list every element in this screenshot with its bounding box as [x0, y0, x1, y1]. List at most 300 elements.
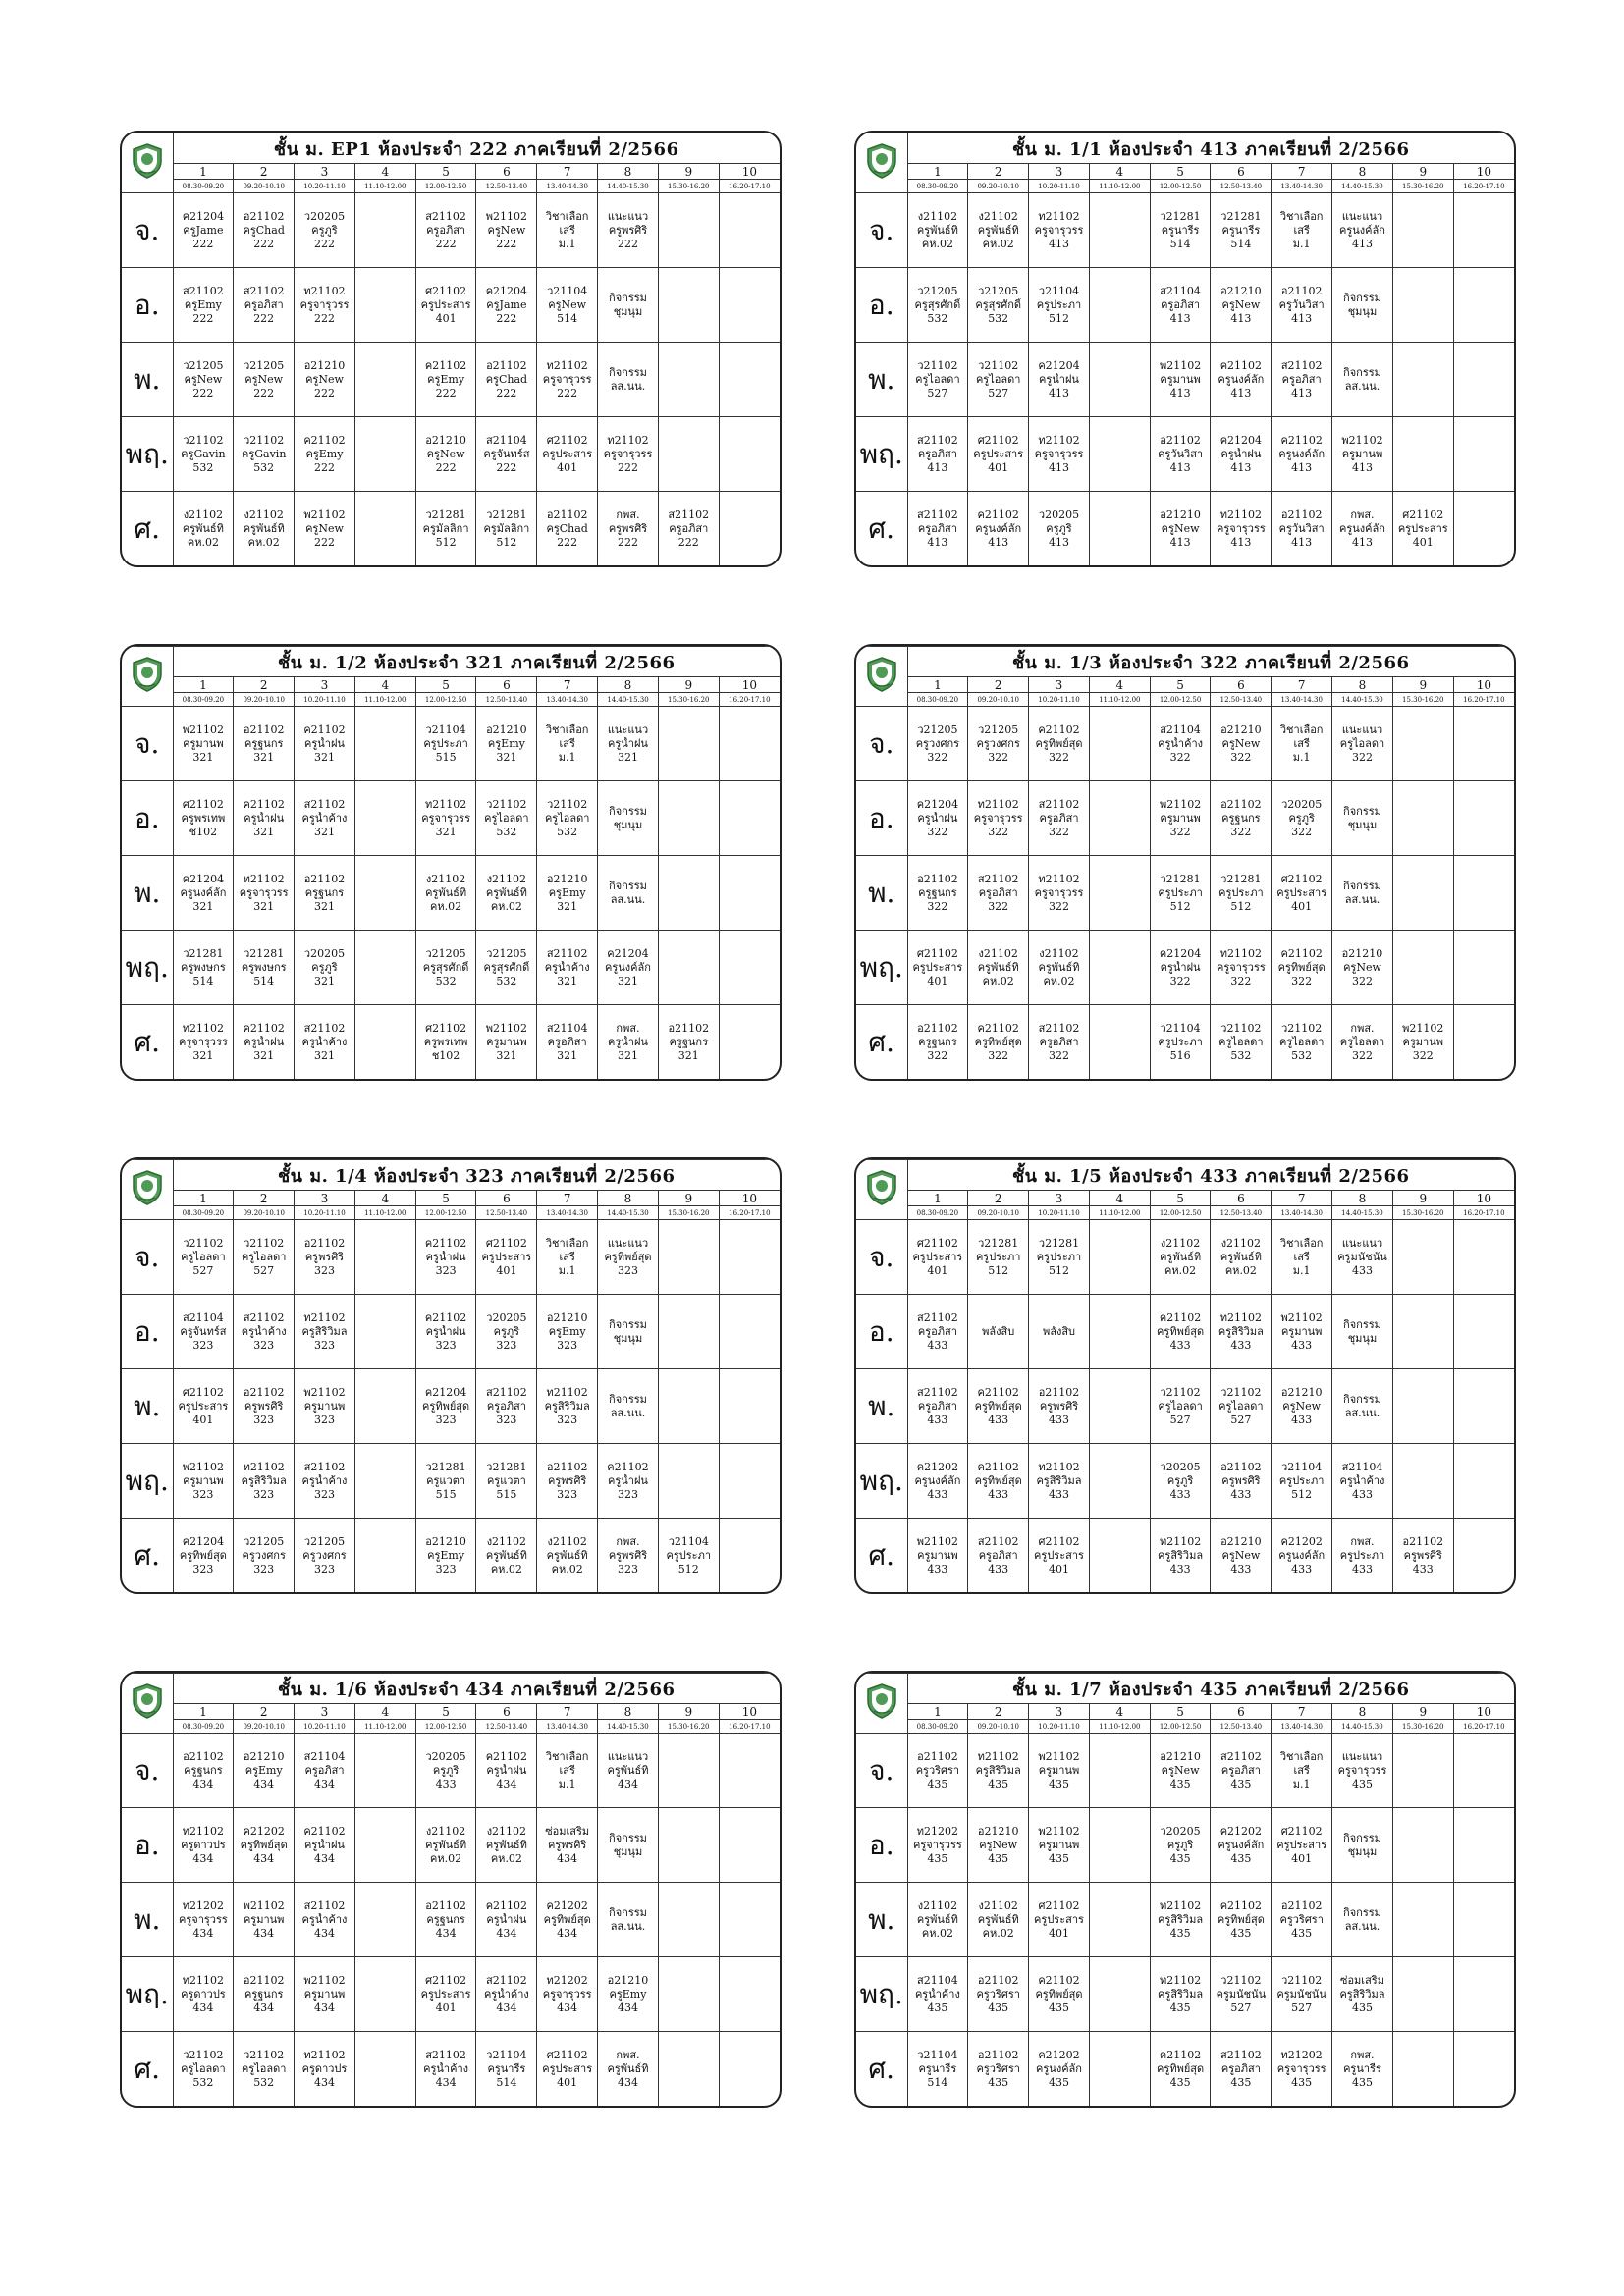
teacher-name: ครูประสาร [542, 2061, 593, 2075]
teacher-name: ครูสิริวิมล [1158, 1912, 1204, 1926]
room-number: 434 [313, 2075, 335, 2089]
room-number: 413 [1351, 237, 1373, 250]
day-label: ศ. [122, 492, 173, 565]
room-number: 532 [557, 825, 578, 838]
subject-code: ศ21102 [1402, 507, 1444, 521]
class-cell [658, 343, 719, 417]
room-number: 401 [1048, 1926, 1069, 1940]
class-cell [476, 492, 537, 565]
class-cell [907, 2032, 968, 2106]
room-number: 433 [1351, 1487, 1373, 1501]
room-number: 435 [1230, 1926, 1252, 1940]
class-cell [234, 193, 295, 268]
timetable-card [854, 1157, 1516, 1594]
teacher-name: ครูประภา [1036, 297, 1082, 311]
period-number: 3 [1029, 1191, 1090, 1206]
class-cell [1392, 268, 1453, 343]
class-cell [1332, 1883, 1393, 1957]
class-cell [1332, 1734, 1393, 1808]
room-number: 413 [1291, 311, 1313, 325]
subject-code: ว21281 [978, 1236, 1019, 1250]
subject-code: ท21102 [182, 1824, 225, 1838]
day-row [856, 1220, 1514, 1295]
teacher-name: ครูอภิสา [1281, 372, 1322, 386]
day-row [856, 1734, 1514, 1808]
day-label: พฤ. [856, 1444, 907, 1519]
period-time: 11.10-12.00 [354, 180, 415, 193]
class-cell [1029, 417, 1090, 492]
teacher-name: ครูประสาร [542, 447, 593, 460]
room-number: 323 [435, 1413, 457, 1426]
day-label: พ. [122, 343, 173, 417]
class-cell [1029, 931, 1090, 1005]
teacher-name: ครูพันธ์ทิ [977, 223, 1019, 237]
room-number: คห.02 [430, 899, 462, 913]
teacher-name: ครูทิพย์สุด [1217, 1912, 1265, 1926]
period-time: 08.30-09.20 [173, 693, 234, 707]
teacher-name: ลส.นน. [610, 892, 646, 906]
room-number: 322 [988, 825, 1009, 838]
period-number: 2 [968, 1191, 1029, 1206]
class-cell [968, 1883, 1029, 1957]
subject-code: อ21210 [546, 872, 588, 885]
class-cell [1150, 931, 1211, 1005]
subject-code: วิชาเลือก [1279, 1236, 1324, 1250]
teacher-name: ครูพันธ์ทิ [607, 2061, 649, 2075]
room-number: 322 [927, 1048, 948, 1062]
class-cell [234, 931, 295, 1005]
room-number: 322 [1230, 974, 1252, 988]
teacher-name: ครูสิริวิมล [975, 1763, 1021, 1777]
room-number: 413 [1230, 386, 1252, 400]
room-number: 413 [1230, 460, 1252, 474]
period-number: 3 [295, 1704, 355, 1720]
period-number: 6 [476, 164, 537, 180]
room-number: 413 [988, 535, 1009, 549]
subject-code: ง21102 [917, 1898, 958, 1912]
period-number: 1 [907, 1191, 968, 1206]
day-row [856, 1005, 1514, 1079]
class-cell [1272, 1444, 1332, 1519]
subject-code: ค21202 [1219, 1824, 1263, 1838]
class-cell [658, 856, 719, 931]
day-row [122, 1519, 780, 1592]
teacher-name: ครูไอลดา [1339, 736, 1385, 750]
teacher-name: ครูมานพ [183, 1473, 224, 1487]
class-cell [598, 343, 659, 417]
teacher-name: ครูประสาร [912, 960, 963, 974]
class-cell [907, 193, 968, 268]
day-label: ศ. [856, 1519, 907, 1592]
room-number: 434 [496, 2001, 517, 2014]
period-time: 12.50-13.40 [1211, 1206, 1272, 1220]
room-number: 321 [496, 750, 517, 764]
class-cell [476, 1369, 537, 1444]
room-number: 434 [496, 1926, 517, 1940]
class-cell [1332, 1808, 1393, 1883]
room-number: 222 [313, 386, 335, 400]
class-cell [1453, 1444, 1514, 1519]
teacher-name: ครูน้ำฝน [1039, 372, 1079, 386]
class-cell [1029, 1957, 1090, 2032]
class-cell [598, 1519, 659, 1592]
room-number: 515 [435, 1487, 457, 1501]
period-number: 7 [1272, 677, 1332, 693]
room-number: 322 [1230, 825, 1252, 838]
class-cell [1029, 781, 1090, 856]
schedule-title: ชั้น ม. EP1 ห้องประจำ 222 ภาคเรียนที่ 2/2566 [173, 133, 780, 164]
subject-code: ท21102 [1159, 1534, 1202, 1548]
period-number-row [856, 1191, 1514, 1206]
day-row [122, 1220, 780, 1295]
period-time: 12.50-13.40 [1211, 1720, 1272, 1734]
room-number: 321 [313, 899, 335, 913]
class-cell [1453, 856, 1514, 931]
period-time-row [122, 1206, 780, 1220]
period-number: 6 [476, 1704, 537, 1720]
subject-code: ค21102 [243, 797, 285, 811]
class-cell [295, 1519, 355, 1592]
subject-code: ค21204 [607, 946, 649, 960]
teacher-name: ครูประสาร [178, 1399, 229, 1413]
class-cell [173, 856, 234, 931]
period-time: 15.30-16.20 [658, 693, 719, 707]
subject-code: กิจกรรม [1343, 1392, 1381, 1406]
room-number: 222 [435, 460, 457, 474]
subject-code: วิชาเลือก [545, 209, 589, 223]
subject-code: อ21102 [303, 872, 346, 885]
subject-code: วิชาเลือก [545, 1749, 589, 1763]
teacher-name: ครูJame [183, 223, 224, 237]
room-number: 401 [435, 311, 457, 325]
subject-code: ว21102 [1220, 1973, 1262, 1987]
teacher-name: ครูดาวปร [301, 2061, 348, 2075]
teacher-name: ครูวงศกร [242, 1548, 286, 1562]
subject-code: ว21104 [1038, 284, 1080, 297]
class-cell [415, 1883, 476, 1957]
room-number: 433 [1230, 1338, 1252, 1352]
room-number: 321 [192, 1048, 214, 1062]
period-time: 15.30-16.20 [1392, 693, 1453, 707]
class-cell [1211, 707, 1272, 781]
room-number: 532 [253, 2075, 275, 2089]
room-number: 435 [1169, 2001, 1191, 2014]
subject-code: พ21102 [303, 1973, 346, 1987]
day-row [122, 707, 780, 781]
teacher-name: ครูอภิสา [244, 297, 284, 311]
day-row [856, 1957, 1514, 2032]
room-number: 433 [1230, 1562, 1252, 1575]
room-number: 321 [496, 1048, 517, 1062]
subject-code: ว21102 [547, 797, 588, 811]
class-cell [537, 1220, 598, 1295]
teacher-name: ครูพันธ์ทิ [243, 521, 285, 535]
subject-code: อ21210 [1160, 507, 1201, 521]
class-cell [354, 931, 415, 1005]
subject-code: ว21205 [978, 722, 1019, 736]
class-cell [1272, 193, 1332, 268]
room-number: 323 [435, 1338, 457, 1352]
timetable-card [854, 1671, 1516, 2108]
period-time: 10.20-11.10 [1029, 180, 1090, 193]
class-cell [354, 1808, 415, 1883]
room-number: 512 [1048, 1263, 1069, 1277]
room-number: 413 [1048, 535, 1069, 549]
teacher-name: ครูพงษกร [181, 960, 226, 974]
room-number: 413 [1230, 311, 1252, 325]
class-cell [1272, 492, 1332, 565]
class-cell [1089, 1883, 1150, 1957]
room-number: 222 [496, 460, 517, 474]
period-time: 13.40-14.30 [1272, 1206, 1332, 1220]
teacher-name: เสรี [1293, 736, 1310, 750]
period-time: 08.30-09.20 [907, 180, 968, 193]
teacher-name: ครูจารุวรร [913, 1838, 962, 1851]
room-number: 413 [1291, 535, 1313, 549]
day-label: ศ. [122, 2032, 173, 2106]
room-number: 434 [557, 1851, 578, 1865]
room-number: 401 [435, 2001, 457, 2014]
day-label: พ. [122, 1369, 173, 1444]
timetable-card [120, 1157, 782, 1594]
period-number: 7 [1272, 1191, 1332, 1206]
class-cell [1029, 856, 1090, 931]
title-row [856, 647, 1514, 677]
subject-code: ว21102 [183, 433, 224, 447]
title-row [122, 1674, 780, 1704]
class-cell [1392, 1883, 1453, 1957]
teacher-name: ครูอภิสา [917, 1324, 957, 1338]
teacher-name: ครูวันวิสา [1158, 447, 1204, 460]
class-cell [234, 856, 295, 931]
room-number: 323 [192, 1338, 214, 1352]
class-cell [658, 781, 719, 856]
class-cell [719, 1519, 780, 1592]
teacher-name: ครูสิริวิมล [301, 1324, 348, 1338]
teacher-name: ครูประสาร [1276, 1838, 1327, 1851]
subject-code: ว21104 [668, 1534, 709, 1548]
period-number: 10 [719, 677, 780, 693]
day-row [122, 1444, 780, 1519]
period-number: 2 [968, 164, 1029, 180]
room-number: 434 [253, 2001, 275, 2014]
class-cell [476, 1444, 537, 1519]
subject-code: อ21210 [1220, 284, 1262, 297]
teacher-name: ครูสิริวิมล [1036, 1473, 1082, 1487]
class-cell [907, 856, 968, 931]
subject-code: ง21102 [978, 946, 1018, 960]
class-cell [968, 1734, 1029, 1808]
subject-code: ศ21102 [182, 1385, 224, 1399]
timetable-card [120, 1671, 782, 2108]
period-time: 09.20-10.10 [968, 1206, 1029, 1220]
room-number: 222 [435, 386, 457, 400]
room-number: 401 [557, 2075, 578, 2089]
teacher-name: ครูพันธ์ทิ [607, 1763, 649, 1777]
class-cell [173, 193, 234, 268]
room-number: 322 [988, 1048, 1009, 1062]
class-cell [1392, 1369, 1453, 1444]
subject-code: กพส. [616, 1534, 640, 1548]
subject-code: แนะแนว [607, 209, 649, 223]
class-cell [907, 268, 968, 343]
room-number: คห.02 [982, 1926, 1014, 1940]
period-time: 14.40-15.30 [1332, 180, 1393, 193]
class-cell [1211, 343, 1272, 417]
class-cell [173, 492, 234, 565]
teacher-name: ครูไอลดา [241, 2061, 287, 2075]
class-cell [598, 1369, 659, 1444]
class-cell [537, 931, 598, 1005]
teacher-name: ครูดาวปร [181, 1838, 226, 1851]
room-number: 434 [192, 1851, 214, 1865]
subject-code: ส21102 [303, 1898, 346, 1912]
room-number: 514 [1169, 237, 1191, 250]
day-row [122, 193, 780, 268]
class-cell [719, 1734, 780, 1808]
teacher-name: ครูอภิสา [1039, 811, 1079, 825]
subject-code: ว21102 [917, 358, 958, 372]
subject-code: ว21205 [917, 284, 958, 297]
period-number: 7 [1272, 1704, 1332, 1720]
subject-code: แนะแนว [1341, 722, 1383, 736]
subject-code: กิจกรรม [1343, 1831, 1381, 1844]
class-cell [415, 781, 476, 856]
class-cell [537, 2032, 598, 2106]
subject-code: พ21102 [303, 1385, 346, 1399]
day-row [122, 2032, 780, 2106]
teacher-name: ครูพันธ์ทิ [182, 521, 224, 535]
teacher-name: ครูอภิสา [547, 1035, 587, 1048]
period-number-row [856, 677, 1514, 693]
period-time: 10.20-11.10 [295, 693, 355, 707]
class-cell [1332, 1295, 1393, 1369]
class-cell [658, 268, 719, 343]
class-cell [1089, 1005, 1150, 1079]
class-cell [1332, 1005, 1393, 1079]
subject-code: ส21102 [917, 433, 958, 447]
class-cell [1211, 492, 1272, 565]
period-time: 13.40-14.30 [537, 180, 598, 193]
room-number: 222 [192, 311, 214, 325]
room-number: 434 [192, 2001, 214, 2014]
class-cell [1272, 417, 1332, 492]
teacher-name: ชุมนุม [1347, 818, 1378, 831]
period-number: 10 [719, 1191, 780, 1206]
subject-code: พ21102 [243, 1898, 285, 1912]
class-cell [968, 781, 1029, 856]
teacher-name: ครูพันธ์ทิ [1160, 1250, 1202, 1263]
teacher-name: ชุมนุม [613, 1844, 643, 1858]
room-number: 322 [1412, 1048, 1434, 1062]
teacher-name: ครูทิพย์สุด [1157, 2061, 1205, 2075]
period-time: 12.00-12.50 [415, 1206, 476, 1220]
class-cell [1272, 1295, 1332, 1369]
subject-code: ว21205 [183, 358, 224, 372]
subject-code: ง21102 [425, 1824, 466, 1838]
period-time: 11.10-12.00 [1089, 180, 1150, 193]
room-number: คห.02 [430, 1851, 462, 1865]
teacher-name: ครูมนัชนัน [1216, 1987, 1267, 2001]
class-cell [1150, 1005, 1211, 1079]
subject-code: ค21102 [485, 1898, 528, 1912]
teacher-name: ครูภูริ [1288, 811, 1315, 825]
class-cell [719, 193, 780, 268]
room-number: ม.1 [1292, 1777, 1311, 1790]
day-row [856, 781, 1514, 856]
teacher-name: ครูประภา [1339, 1548, 1385, 1562]
teacher-name: ครูน้ำค้าง [483, 1987, 529, 2001]
room-number: 435 [1230, 1777, 1252, 1790]
room-number: 435 [1048, 2075, 1069, 2089]
room-number: 527 [1169, 1413, 1191, 1426]
room-number: 321 [617, 750, 638, 764]
subject-code: แนะแนว [1341, 1749, 1383, 1763]
subject-code: ศ21102 [1280, 872, 1323, 885]
period-number: 8 [1332, 677, 1393, 693]
room-number: 322 [927, 899, 948, 913]
class-cell [968, 931, 1029, 1005]
class-cell [537, 1808, 598, 1883]
class-cell [1332, 193, 1393, 268]
room-number: 434 [192, 1926, 214, 1940]
period-time: 15.30-16.20 [1392, 1206, 1453, 1220]
room-number: 516 [1169, 1048, 1191, 1062]
class-cell [1392, 707, 1453, 781]
class-cell [173, 268, 234, 343]
period-number: 8 [1332, 1704, 1393, 1720]
period-time: 12.00-12.50 [1150, 1720, 1211, 1734]
teacher-name: ครูวันวิสา [1278, 297, 1325, 311]
room-number: 532 [496, 825, 517, 838]
class-cell [1392, 1734, 1453, 1808]
subject-code: ง21102 [978, 1898, 1018, 1912]
teacher-name: ครูแวตา [426, 1473, 466, 1487]
room-number: 321 [313, 750, 335, 764]
teacher-name: ครูทิพย์สุด [543, 1912, 591, 1926]
class-cell [537, 343, 598, 417]
day-label: อ. [122, 1808, 173, 1883]
period-time-row [856, 1206, 1514, 1220]
teacher-name: ครูGavin [241, 447, 287, 460]
teacher-name: ครูจารุวรร [1337, 1763, 1387, 1777]
subject-code: ศ21102 [1038, 1898, 1080, 1912]
day-row [856, 2032, 1514, 2106]
room-number: 322 [1351, 750, 1373, 764]
subject-code: ซ่อมเสริม [545, 1824, 590, 1838]
room-number: 222 [617, 535, 638, 549]
subject-code: ค21102 [1280, 946, 1323, 960]
teacher-name: ครูภูริ [1166, 1473, 1194, 1487]
subject-code: ว20205 [1160, 1460, 1201, 1473]
teacher-name: ลส.นน. [1344, 892, 1380, 906]
room-number: 401 [1048, 1562, 1069, 1575]
day-row [122, 931, 780, 1005]
day-row [856, 1883, 1514, 1957]
subject-code: ซ่อมเสริม [1339, 1973, 1384, 1987]
teacher-name: ครูฐนกร [918, 885, 957, 899]
period-time: 12.00-12.50 [1150, 1206, 1211, 1220]
teacher-name: ครูน้ำค้าง [301, 1035, 348, 1048]
period-time: 10.20-11.10 [1029, 1206, 1090, 1220]
room-number: 413 [1048, 386, 1069, 400]
teacher-name: ครูประสาร [420, 1987, 471, 2001]
class-cell [1272, 1957, 1332, 2032]
teacher-name: เสรี [1293, 1763, 1310, 1777]
subject-code: ว21102 [486, 797, 527, 811]
period-number: 2 [968, 1704, 1029, 1720]
period-time: 13.40-14.30 [1272, 693, 1332, 707]
